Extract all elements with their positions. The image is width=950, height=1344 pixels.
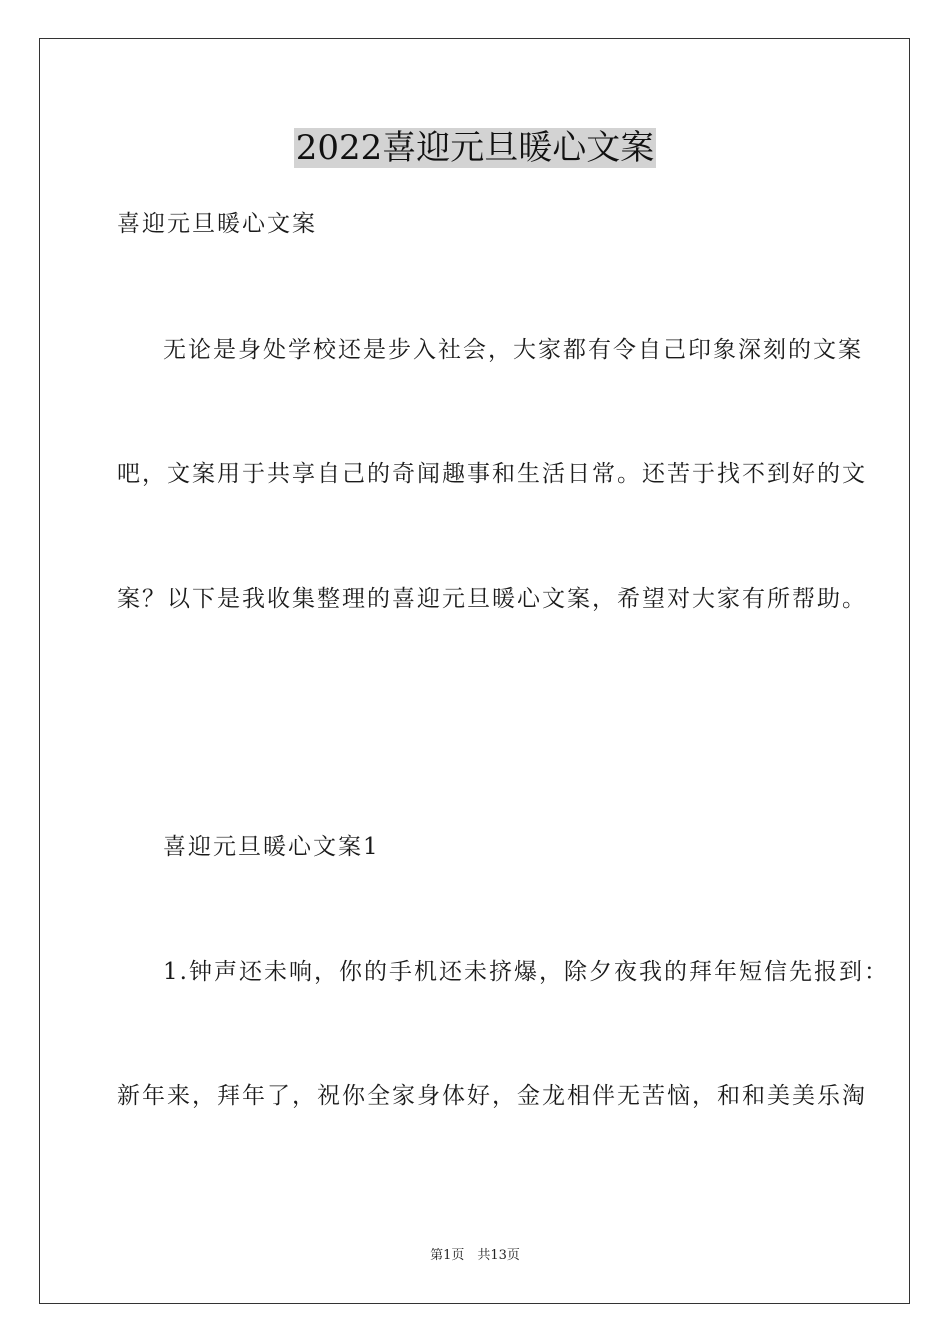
title-wrap — [0, 128, 950, 168]
page-footer: 第1页 共13页 — [430, 1248, 520, 1263]
intro-line-1: 无论是身处学校还是步入社会，大家都有令自己印象深刻的文案 — [163, 337, 863, 363]
intro-line-3: 案？以下是我收集整理的喜迎元旦暖心文案，希望对大家有所帮助。 — [117, 586, 867, 612]
section-heading: 喜迎元旦暖心文案1 — [163, 834, 380, 860]
document-title: 2022喜迎元旦暖心文案 — [295, 128, 655, 168]
document-subtitle: 喜迎元旦暖心文案 — [117, 211, 317, 237]
intro-line-2: 吧，文案用于共享自己的奇闻趣事和生活日常。还苦于找不到好的文 — [117, 461, 867, 487]
item-line-1: 1.钟声还未响，你的手机还未挤爆，除夕夜我的拜年短信先报到： — [163, 959, 889, 985]
item-line-2: 新年来，拜年了，祝你全家身体好，金龙相伴无苦恼，和和美美乐淘 — [117, 1083, 867, 1109]
